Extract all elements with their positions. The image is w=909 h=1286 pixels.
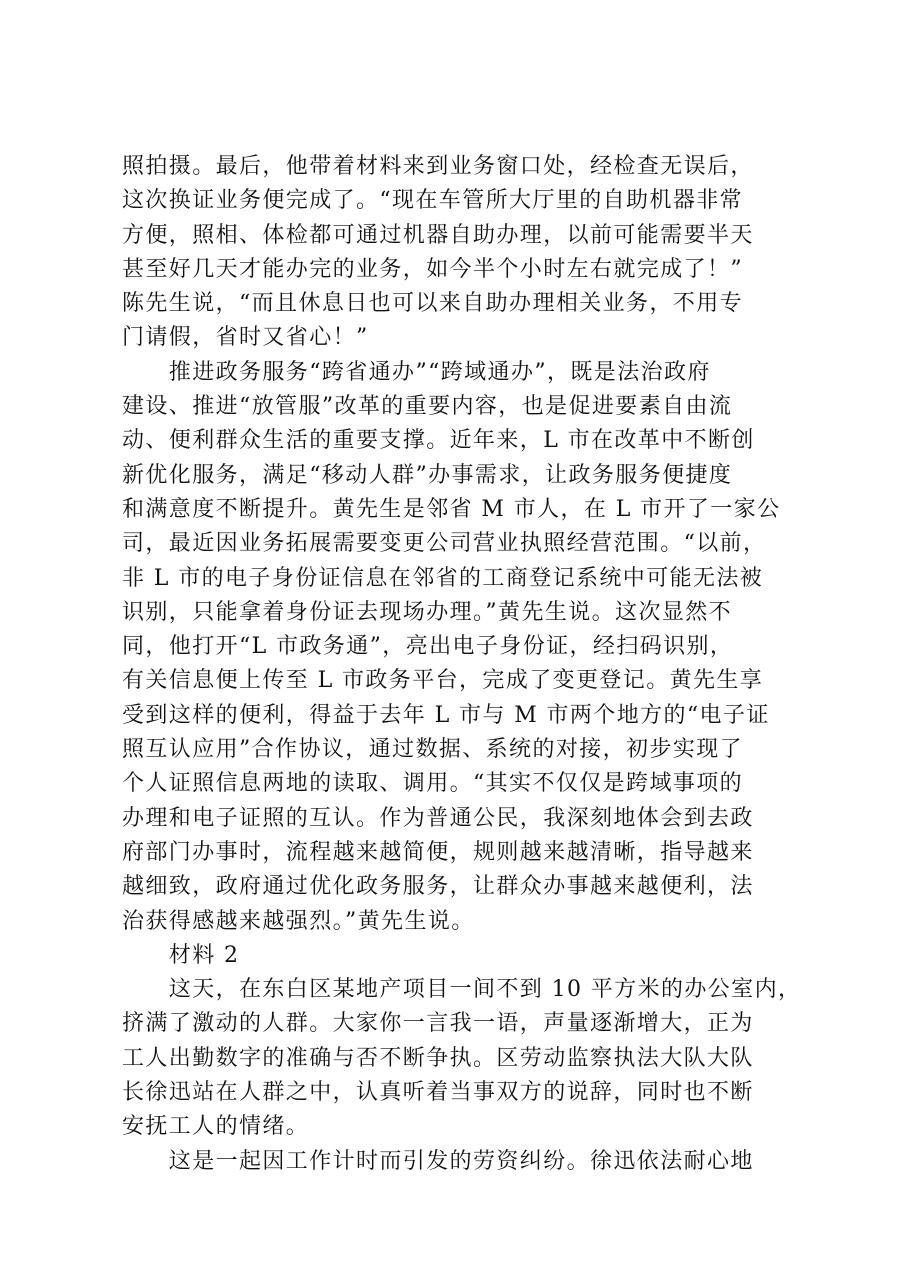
text-line: 陈先生说，“而且休息日也可以来自助办理相关业务，不用专 [122, 291, 744, 317]
text-line: 有关信息便上传至 L 市政务平台，完成了变更登记。黄先生享 [122, 668, 764, 694]
text-line: 府部门办事时，流程越来越简便，规则越来越清晰，指导越来 [122, 839, 754, 865]
text-line: 照拍摄。最后，他带着材料来到业务窗口处，经检查无误后， [122, 154, 754, 179]
text-line: 和满意度不断提升。黄先生是邻省 M 市人，在 L 市开了一家公 [122, 496, 781, 522]
text-line: 照互认应用”合作协议，通过数据、系统的对接，初步实现了 [122, 737, 744, 763]
text-line: 同，他打开“L 市政务通”，亮出电子身份证，经扫码识别， [122, 634, 734, 660]
text-line: 推进政务服务“跨省通办”“跨域通办”，既是法治政府 [122, 359, 711, 385]
text-line: 门请假，省时又省心！” [122, 325, 369, 351]
text-line: 识别，只能拿着身份证去现场办理。”黄先生说。这次显然不 [122, 599, 733, 625]
text-line: 办理和电子证照的互认。作为普通公民，我深刻地体会到去政 [122, 805, 754, 831]
text-line: 动、便利群众生活的重要支撑。近年来，L 市在改革中不断创 [122, 428, 755, 454]
document-body [122, 150, 812, 1179]
section-heading: 材料 2 [122, 942, 240, 968]
text-line: 非 L 市的电子身份证信息在邻省的工商登记系统中可能无法被 [122, 565, 764, 591]
text-line: 这是一起因工作计时而引发的劳资纠纷。徐迅依法耐心地 [122, 1148, 754, 1174]
text-line: 方便，照相、体检都可通过机器自助办理，以前可能需要半天 [122, 222, 754, 248]
text-line: 个人证照信息两地的读取、调用。“其实不仅仅是跨域事项的 [122, 771, 744, 797]
text-line: 安抚工人的情绪。 [122, 1114, 310, 1140]
text-line: 甚至好几天才能办完的业务，如今半个小时左右就完成了！” [122, 256, 744, 282]
text-line: 受到这样的便利，得益于去年 L 市与 M 市两个地方的“电子证 [122, 702, 770, 728]
text-line: 挤满了激动的人群。大家你一言我一语，声量逐渐增大，正为 [122, 1011, 754, 1037]
text-line: 建设、推进“放管服”改革的重要内容，也是促进要素自由流 [122, 394, 733, 420]
text-line: 这次换证业务便完成了。“现在车管所大厅里的自助机器非常 [122, 188, 744, 214]
text-line: 治获得感越来越强烈。”黄先生说。 [122, 908, 475, 934]
text-line: 越细致，政府通过优化政务服务，让群众办事越来越便利，法 [122, 874, 754, 900]
text-line: 工人出勤数字的准确与否不断争执。区劳动监察执法大队大队 [122, 1045, 754, 1071]
text-line: 新优化服务，满足“移动人群”办事需求，让政务服务便捷度 [122, 462, 733, 488]
text-line: 长徐迅站在人群之中，认真听着当事双方的说辞，同时也不断 [122, 1080, 754, 1106]
text-line: 司，最近因业务拓展需要变更公司营业执照经营范围。“以前， [122, 531, 767, 557]
text-line: 这天，在东白区某地产项目一间不到 10 平方米的办公室内， [122, 977, 802, 1003]
